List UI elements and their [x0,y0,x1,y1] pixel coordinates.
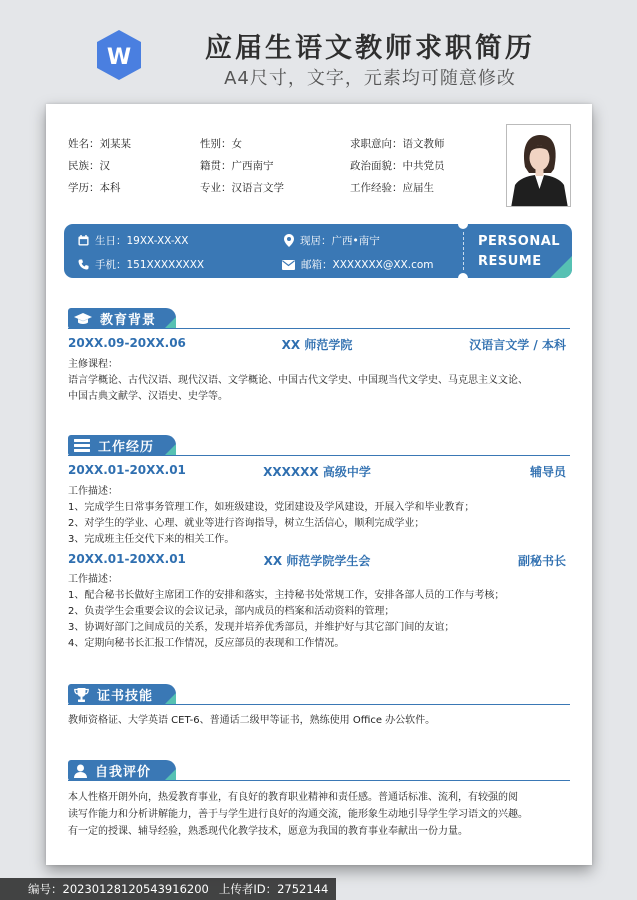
self-eval-line-1: 本人性格开朗外向，热爱教育事业，有良好的教育职业精神和责任感。普通话标准、流利，有较强的阅 [68,792,518,803]
education-major-degree: 汉语言文学 / 本科 [469,338,566,352]
section-underline [68,455,570,456]
contact-phone: 手机：151XXXXXXXX [78,257,204,272]
job-row [68,552,566,568]
corner-accent [550,256,572,278]
section-underline [68,328,570,329]
job-desc-label: 工作描述： [68,574,118,585]
education-row [68,336,566,352]
banner-subtitle: A4尺寸，文字，元素均可随意修改 [224,68,516,89]
contact-email: 邮箱：XXXXXXX@XX.com [282,257,434,272]
mail-icon [282,260,295,270]
self-eval-line-3: 有一定的授课、辅导经验，熟悉现代化教学技术，愿意为我国的教育事业奉献出一份力量。 [68,826,468,837]
courses-line-1: 语言学概论、古代汉语、现代汉语、文学概论、中国古代文学史、中国现当代文学史、马克思主义文论、 [68,375,528,386]
info-education: 学历：本科 [68,182,121,194]
courses-line-2: 中国古典文献学、汉语史、史学等。 [68,391,228,402]
job-role: 副秘书长 [517,554,566,568]
job-period: 20XX.01-20XX.01 [68,463,186,477]
section-header-self: 自我评价 [68,760,176,781]
job-desc-line: 2、对学生的学业、心理、就业等进行咨询指导，树立生活信心，顺利完成学业； [68,518,425,529]
section-header-certs: 证书技能 [68,684,176,705]
job-role: 辅导员 [529,465,566,479]
job-desc-line: 3、协调好部门之间成员的关系，发现并培养优秀部员，并维护好与其它部门间的友谊； [68,622,455,633]
section-header-education: 教育背景 [68,308,176,329]
certs-text: 教师资格证、大学英语 CET-6、普通话二级甲等证书，熟练使用 Office 办公软件。 [68,715,436,726]
trophy-icon [74,688,89,702]
contact-birth: 生日：19XX-XX-XX [78,233,189,248]
job-desc-line: 1、完成学生日常事务管理工作，如班级建设，党团建设及学风建设，开展入学和毕业教育； [68,502,475,513]
info-experience: 工作经验：应届生 [350,182,434,194]
calendar-icon [78,235,89,246]
courses-label: 主修课程： [68,359,118,370]
section-underline [68,704,570,705]
banner-title: 应届生语文教师求职简历 [205,33,535,64]
ticket-notch-top [458,219,468,229]
info-major: 专业：汉语言文学 [200,182,284,194]
info-ethnicity: 民族：汉 [68,160,110,172]
info-name: 姓名：刘某某 [68,138,131,150]
job-desc-label: 工作描述： [68,486,118,497]
job-desc-line: 3、完成班主任交代下来的相关工作。 [68,534,235,545]
avatar-icon [507,125,571,207]
ticket-notch-bottom [458,273,468,283]
job-desc-line: 2、负责学生会重要会议的会议记录，部内成员的档案和活动资料的管理； [68,606,395,617]
graduation-cap-icon [74,313,92,325]
section-header-work: 工作经历 [68,435,176,456]
job-desc-line: 1、配合秘书长做好主席团工作的安排和落实，主持秘书处常规工作，安排各部人员的工作与考核； [68,590,505,601]
contact-address: 现居：广西•南宁 [284,233,380,248]
info-gender: 性别：女 [200,138,242,150]
self-eval-line-2: 读写作能力和分析讲解能力，善于与学生进行良好的沟通交流，能形象生动地引导学生学习语文的兴趣。 [68,809,528,820]
footer-bar [0,878,336,900]
contact-bar [64,224,572,278]
section-underline [68,780,570,781]
app-logo-icon [92,28,146,82]
info-origin: 籍贯：广西南宁 [200,160,274,172]
info-politics: 政治面貌：中共党员 [350,160,445,172]
job-desc-line: 4、定期向秘书长汇报工作情况，反应部员的表现和工作情况。 [68,638,345,649]
resume-page [46,104,592,865]
info-intent: 求职意向：语文教师 [350,138,445,150]
job-org: XXXXXX 高级中学 [263,465,371,479]
phone-icon [78,259,89,270]
personal-resume-label: PERSONAL RESUME [478,234,561,269]
user-icon [74,764,87,778]
svg-text:W: W [106,45,132,70]
footer-id: 编号：20230128120543916200 [28,882,209,896]
education-period: 20XX.09-20XX.06 [68,336,186,350]
footer-uploader: 上传者ID：2752144 [218,882,329,896]
location-pin-icon [284,234,294,247]
contact-divider [463,232,464,270]
job-period: 20XX.01-20XX.01 [68,552,186,566]
profile-photo [506,124,571,207]
job-org: XX 师范学院学生会 [263,554,371,568]
education-school: XX 师范学院 [281,338,353,352]
list-icon [74,439,90,452]
job-row [68,463,566,479]
